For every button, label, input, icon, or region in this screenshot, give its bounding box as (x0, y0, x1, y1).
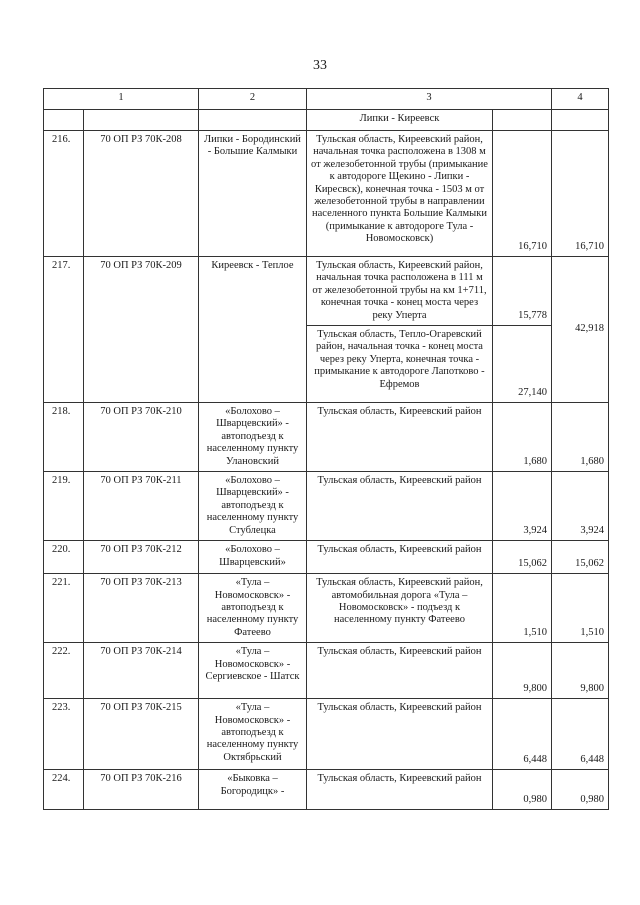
table-row (44, 574, 609, 643)
road-location: Тульская область, Киреевский район (307, 770, 493, 810)
road-length: 15,062 (493, 541, 552, 574)
road-code: 70 ОП РЗ 70К-212 (84, 541, 199, 574)
road-code: 70 ОП РЗ 70К-214 (84, 643, 199, 699)
road-name: «Тула – Новомосковск» - Сергиевское - Шатск (199, 643, 307, 699)
road-length: 3,924 (493, 472, 552, 541)
road-total: 15,062 (552, 541, 609, 574)
table-row (44, 643, 609, 699)
empty-cell (84, 110, 199, 131)
road-location: Тульская область, Киреевский район (307, 643, 493, 699)
road-name: «Тула – Новомосковск» - автоподъезд к населенному пункту Фатеево (199, 574, 307, 643)
header-col-3: 3 (307, 89, 552, 110)
road-code: 70 ОП РЗ 70К-216 (84, 770, 199, 810)
road-total: 3,924 (552, 472, 609, 541)
road-location: Тульская область, Киреевский район, начальная точка расположена в 111 м от железобетонной трубы на км 1+711, конечная точка - конец моста через реку Уперта (307, 257, 493, 326)
row-number: 223. (44, 699, 84, 770)
row-number: 224. (44, 770, 84, 810)
header-col-1: 1 (44, 89, 199, 110)
table-row (44, 699, 609, 770)
road-total: 0,980 (552, 770, 609, 810)
row-number: 218. (44, 403, 84, 472)
road-location: Тульская область, Киреевский район, автомобильная дорога «Тула – Новомосковск» - подъезд к населенному пункту Фатеево (307, 574, 493, 643)
road-name: «Болохово – Шварцевский» - автоподъезд к населенному пункту Улановский (199, 403, 307, 472)
road-length: 27,140 (493, 326, 552, 403)
row-number: 217. (44, 257, 84, 403)
road-location: Тульская область, Тепло-Огаревский район, начальная точка - конец моста через реку Уперта, конечная точка - примыкание к автодороге Лапотково - Ефремов (307, 326, 493, 403)
road-location: Тульская область, Киреевский район (307, 403, 493, 472)
road-name: «Болохово – Шварцевский» (199, 541, 307, 574)
road-registry-table (43, 88, 609, 810)
road-code: 70 ОП РЗ 70К-213 (84, 574, 199, 643)
road-code: 70 ОП РЗ 70К-215 (84, 699, 199, 770)
page-number: 33 (313, 58, 327, 73)
road-location: Тульская область, Киреевский район (307, 541, 493, 574)
empty-cell (199, 110, 307, 131)
road-total: 1,510 (552, 574, 609, 643)
row-number: 219. (44, 472, 84, 541)
table-row (44, 257, 609, 326)
road-length: 9,800 (493, 643, 552, 699)
road-name: «Болохово – Шварцевский» - автоподъезд к населенному пункту Стублецка (199, 472, 307, 541)
table-row (44, 541, 609, 574)
road-length: 1,680 (493, 403, 552, 472)
header-col-2: 2 (199, 89, 307, 110)
row-number: 216. (44, 131, 84, 257)
continuation-desc: Липки - Киреевск (307, 110, 493, 131)
road-location: Тульская область, Киреевский район (307, 472, 493, 541)
road-code: 70 ОП РЗ 70К-210 (84, 403, 199, 472)
road-total: 9,800 (552, 643, 609, 699)
road-name: «Тула – Новомосковск» - автоподъезд к населенному пункту Октябрьский (199, 699, 307, 770)
road-length: 6,448 (493, 699, 552, 770)
road-total: 1,680 (552, 403, 609, 472)
road-location: Тульская область, Киреевский район (307, 699, 493, 770)
road-name: «Быковка – Богородицк» - (199, 770, 307, 810)
road-code: 70 ОП РЗ 70К-211 (84, 472, 199, 541)
empty-cell (44, 110, 84, 131)
table-header-row (44, 89, 609, 110)
road-name: Липки - Бородинский - Большие Калмыки (199, 131, 307, 257)
road-code: 70 ОП РЗ 70К-209 (84, 257, 199, 403)
continuation-row (44, 110, 609, 131)
table-row (44, 770, 609, 810)
table-row (44, 131, 609, 257)
row-number: 220. (44, 541, 84, 574)
road-code: 70 ОП РЗ 70К-208 (84, 131, 199, 257)
road-length: 0,980 (493, 770, 552, 810)
road-name: Киреевск - Теплое (199, 257, 307, 403)
road-length: 15,778 (493, 257, 552, 326)
road-length: 1,510 (493, 574, 552, 643)
road-total: 16,710 (552, 131, 609, 257)
table-row (44, 403, 609, 472)
empty-cell (552, 110, 609, 131)
road-location: Тульская область, Киреевский район, начальная точка расположена в 1308 м от железобетонной трубы (примыкание к автодороге Щекино - Липки - Киресвск), конечная точка - 1503 м от железобетонной трубы в направлении населенного пункта Большие Калмыки (примыкание к автодороге Тула - Новомосковск) (307, 131, 493, 257)
empty-cell (493, 110, 552, 131)
header-col-4: 4 (552, 89, 609, 110)
road-total: 6,448 (552, 699, 609, 770)
row-number: 221. (44, 574, 84, 643)
table-row (44, 472, 609, 541)
road-length: 16,710 (493, 131, 552, 257)
road-total: 42,918 (552, 257, 609, 403)
row-number: 222. (44, 643, 84, 699)
